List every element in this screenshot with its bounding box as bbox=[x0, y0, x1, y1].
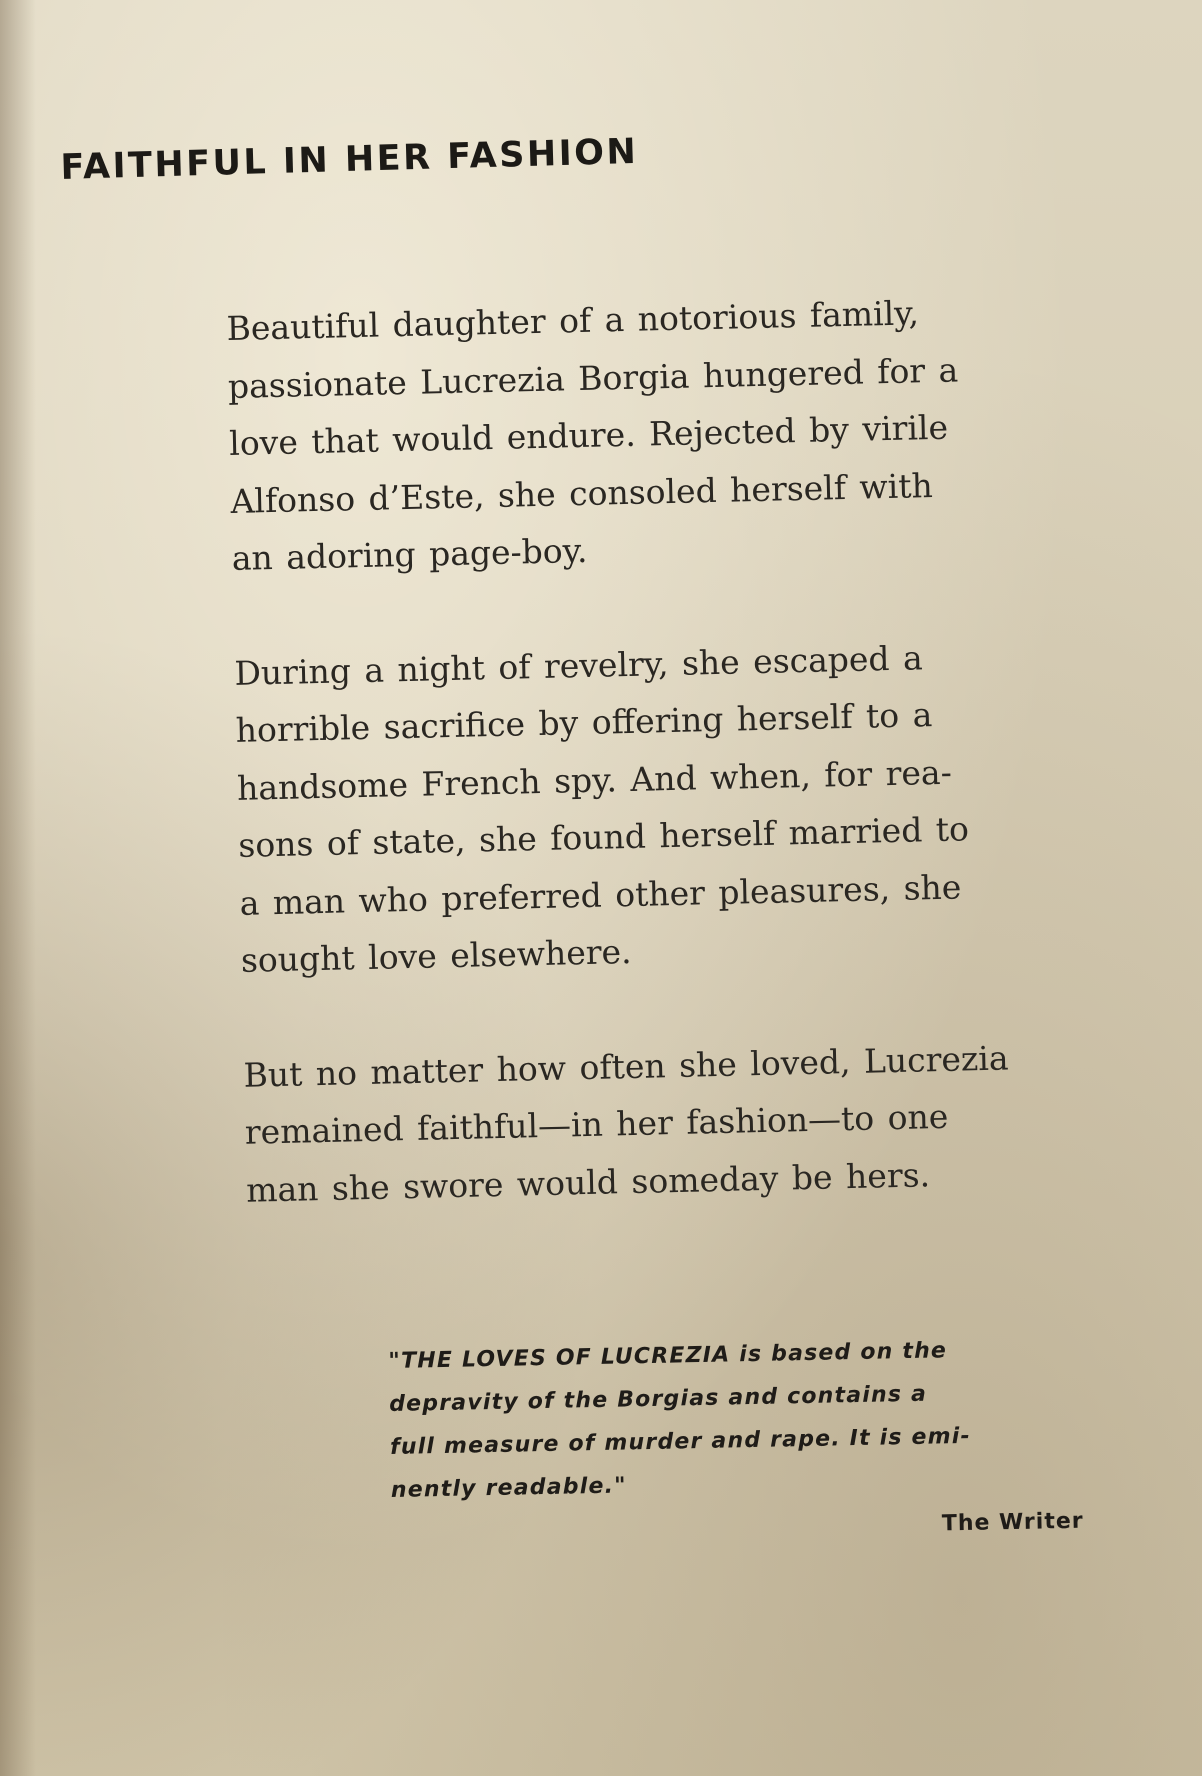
tagline-heading: FAITHFUL IN HER FASHION bbox=[60, 131, 639, 188]
review-blurb bbox=[388, 1327, 1092, 1547]
blurb-paragraph-1: Beautiful daughter of a notorious family, passionate Lucrezia Borgia hungered for a love that would endure. Rejected by virile Alfonso d’Este, she consoled herself with an adoring page-boy. bbox=[226, 293, 959, 578]
blurb-body bbox=[226, 281, 1088, 1276]
blurb-paragraph-3: But no matter how often she loved, Lucrezia remained faithful—in her fashion—to one man she swore would someday be hers. bbox=[243, 1037, 1009, 1210]
review-quote: "THE LOVES OF LUCREZIA is based on the depravity of the Borgias and contains a full measure of murder and rape. It is emi- nently readable." bbox=[388, 1338, 972, 1503]
blurb-paragraph-2: During a night of revelry, she escaped a horrible sacrifice by offering herself to a handsome French spy. And when, for rea- sons of state, she found herself married to a man who preferred other pleasures, she sought love elsewhere. bbox=[234, 637, 970, 980]
review-source: The Writer bbox=[941, 1508, 1084, 1537]
page-edge-shadow bbox=[0, 0, 36, 1776]
